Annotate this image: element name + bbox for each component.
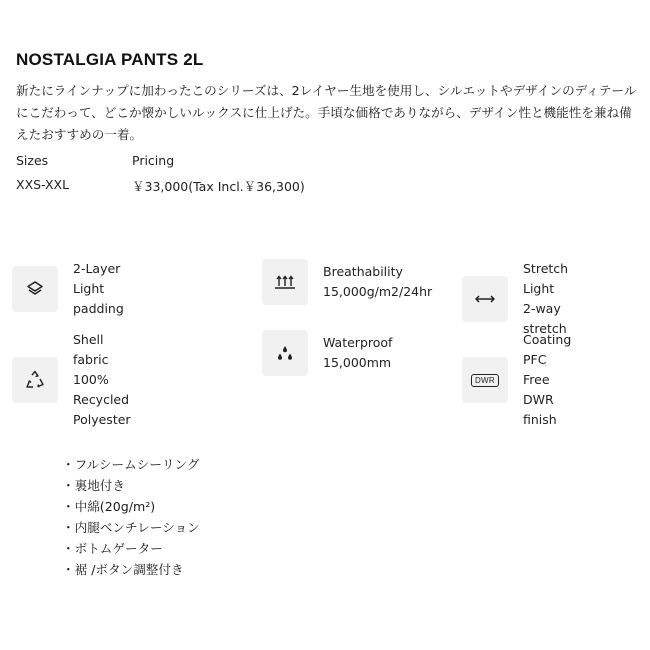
feature-bullet-list bbox=[62, 454, 200, 580]
feature-stretch bbox=[462, 259, 568, 339]
feature-waterproof bbox=[262, 330, 392, 376]
product-description: 新たにラインナップに加わったこのシリーズは、2レイヤー生地を使用し、シルエットやデザインのディテールにこだわって、どこか懐かしいルックスに仕上げた。手頃な価格でありながら、デザイン性と機能性を兼ね備えたおすすめの一着。 bbox=[16, 83, 637, 142]
feature-title: Shell fabric bbox=[73, 332, 109, 367]
water-drops-icon bbox=[262, 330, 308, 376]
feature-shell-fabric bbox=[12, 330, 131, 430]
list-item: ・ 裾 /ボタン調整付き bbox=[62, 559, 200, 580]
feature-title: Breathability bbox=[323, 264, 403, 279]
layers-icon bbox=[12, 266, 58, 312]
list-item: ・ フルシームシーリング bbox=[62, 454, 200, 475]
feature-detail: 15,000g/m2/24hr bbox=[323, 284, 433, 299]
feature-2-layer bbox=[12, 259, 124, 319]
feature-detail: Light 2-way stretch bbox=[523, 281, 567, 336]
list-item: ・ 裏地付き bbox=[62, 475, 200, 496]
pricing-value: ￥33,000(Tax Incl.￥36,300) bbox=[132, 179, 305, 194]
stretch-arrows-icon bbox=[462, 276, 508, 322]
feature-detail: 100% Recycled Polyester bbox=[73, 372, 131, 427]
feature-coating bbox=[462, 330, 571, 430]
feature-detail: Light padding bbox=[73, 281, 124, 316]
product-title: NOSTALGIA PANTS 2L bbox=[16, 50, 204, 69]
dwr-badge-icon bbox=[462, 357, 508, 403]
breathability-icon bbox=[262, 259, 308, 305]
feature-title: Stretch bbox=[523, 261, 569, 276]
feature-detail: 15,000mm bbox=[323, 355, 392, 370]
list-item: ・ ボトムゲーター bbox=[62, 538, 200, 559]
sizes-value: XXS-XXL bbox=[16, 177, 70, 192]
dwr-badge-label: DWR bbox=[471, 374, 499, 387]
list-item: ・ 内腿ベンチレーション bbox=[62, 517, 200, 538]
feature-title: Waterproof bbox=[323, 335, 393, 350]
sizes-label: Sizes bbox=[16, 153, 49, 168]
recycle-icon bbox=[12, 357, 58, 403]
feature-title: 2-Layer bbox=[73, 261, 121, 276]
feature-detail: PFC Free DWR finish bbox=[523, 352, 557, 427]
feature-title: Coating bbox=[523, 332, 572, 347]
feature-breathability bbox=[262, 259, 432, 305]
pricing-label: Pricing bbox=[132, 153, 175, 168]
list-item: ・ 中綿(20g/m²) bbox=[62, 496, 200, 517]
